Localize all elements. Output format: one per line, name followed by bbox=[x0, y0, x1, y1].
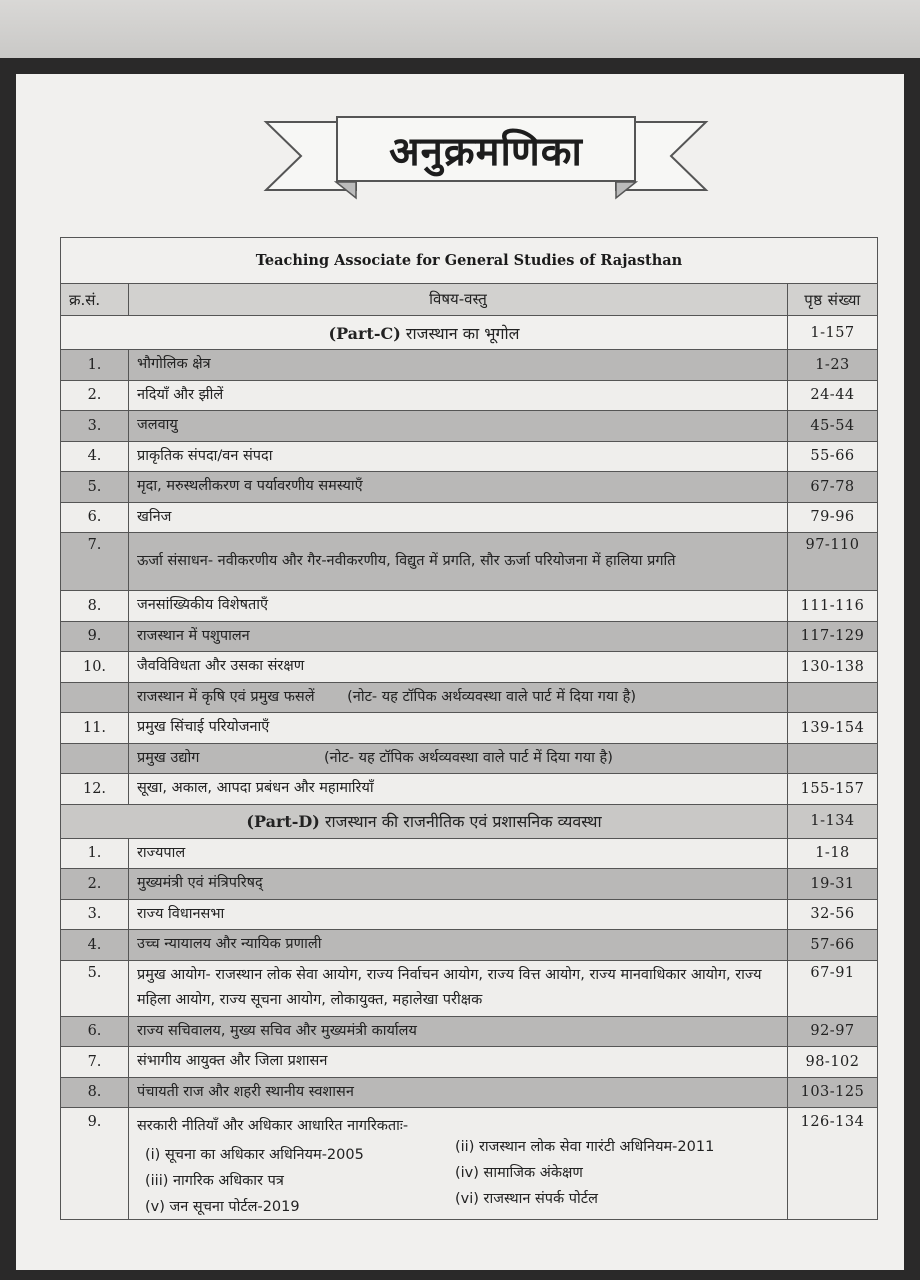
sub-topic-item: (vi) राजस्थान संपर्क पोर्टल bbox=[455, 1190, 598, 1207]
row-topic-text: राजस्थान में कृषि एवं प्रमुख फसलें bbox=[137, 688, 315, 705]
row-number: 7. bbox=[61, 533, 129, 591]
table-row bbox=[61, 533, 878, 591]
table-row bbox=[61, 1108, 878, 1220]
table-title: Teaching Associate for General Studies of Rajasthan bbox=[61, 238, 878, 284]
row-number: 8. bbox=[61, 1077, 129, 1108]
row-pages: 155-157 bbox=[788, 774, 878, 805]
row-topic: जनसांख्यिकीय विशेषताएँ bbox=[129, 591, 788, 622]
table-row bbox=[61, 869, 878, 900]
row-topic: जलवायु bbox=[129, 411, 788, 442]
row-pages bbox=[788, 682, 878, 713]
table-row bbox=[61, 713, 878, 744]
part-c-pages: 1-157 bbox=[788, 316, 878, 350]
part-c-label: (Part-C) bbox=[328, 323, 401, 343]
table-row bbox=[61, 682, 878, 713]
row-topic: ऊर्जा संसाधन- नवीकरणीय और गैर-नवीकरणीय, विद्युत में प्रगति, सौर ऊर्जा परियोजना में हालिया प्रगति bbox=[129, 533, 788, 591]
column-header-topic: विषय-वस्तु bbox=[129, 284, 788, 316]
part-c-heading bbox=[61, 316, 788, 350]
row-pages: 57-66 bbox=[788, 930, 878, 961]
table-row bbox=[61, 441, 878, 472]
row-note: (नोट- यह टॉपिक अर्थव्यवस्था वाले पार्ट में दिया गया है) bbox=[347, 688, 636, 705]
column-header-row bbox=[61, 284, 878, 316]
row-number: 9. bbox=[61, 621, 129, 652]
row-number bbox=[61, 743, 129, 774]
part-c-title: राजस्थान का भूगोल bbox=[405, 323, 520, 343]
row-number: 5. bbox=[61, 472, 129, 503]
row-topic bbox=[129, 1108, 788, 1220]
row-topic: राजस्थान में पशुपालन bbox=[129, 621, 788, 652]
row-number: 5. bbox=[61, 960, 129, 1016]
row-number: 11. bbox=[61, 713, 129, 744]
row-topic: सूखा, अकाल, आपदा प्रबंधन और महामारियाँ bbox=[129, 774, 788, 805]
row-topic-text: प्रमुख उद्योग bbox=[137, 749, 200, 766]
row-topic: पंचायती राज और शहरी स्थानीय स्वशासन bbox=[129, 1077, 788, 1108]
row-number: 2. bbox=[61, 380, 129, 411]
table-row bbox=[61, 930, 878, 961]
part-c-row bbox=[61, 316, 878, 350]
part-d-title: राजस्थान की राजनीतिक एवं प्रशासनिक व्यवस्था bbox=[324, 812, 602, 831]
part-d-pages: 1-134 bbox=[788, 804, 878, 838]
background-surface bbox=[0, 0, 920, 60]
part-d-heading bbox=[61, 804, 788, 838]
row-pages: 1-23 bbox=[788, 350, 878, 381]
row-number: 2. bbox=[61, 869, 129, 900]
row-number: 12. bbox=[61, 774, 129, 805]
row-number: 7. bbox=[61, 1047, 129, 1078]
sub-topic-item: (iii) नागरिक अधिकार पत्र bbox=[145, 1173, 284, 1190]
row-topic: संभागीय आयुक्त और जिला प्रशासन bbox=[129, 1047, 788, 1078]
row-pages: 67-91 bbox=[788, 960, 878, 1016]
row-pages: 98-102 bbox=[788, 1047, 878, 1078]
row-pages: 67-78 bbox=[788, 472, 878, 503]
table-row bbox=[61, 350, 878, 381]
row-pages: 45-54 bbox=[788, 411, 878, 442]
column-header-page: पृष्ठ संख्या bbox=[788, 284, 878, 316]
row-pages: 111-116 bbox=[788, 591, 878, 622]
row-topic: प्रमुख सिंचाई परियोजनाएँ bbox=[129, 713, 788, 744]
table-row bbox=[61, 411, 878, 442]
row-pages: 55-66 bbox=[788, 441, 878, 472]
table-row bbox=[61, 652, 878, 683]
part-d-label: (Part-D) bbox=[246, 812, 320, 831]
row-number: 6. bbox=[61, 502, 129, 533]
sub-topic-list bbox=[145, 1139, 779, 1218]
sub-topic-item: (ii) राजस्थान लोक सेवा गारंटी अधिनियम-2011 bbox=[455, 1139, 715, 1156]
row-topic: राज्यपाल bbox=[129, 838, 788, 869]
table-row bbox=[61, 960, 878, 1016]
heading-box bbox=[336, 116, 636, 182]
table-row bbox=[61, 1047, 878, 1078]
row-pages: 92-97 bbox=[788, 1016, 878, 1047]
row-topic: उच्च न्यायालय और न्यायिक प्रणाली bbox=[129, 930, 788, 961]
table-row bbox=[61, 472, 878, 503]
row-pages: 97-110 bbox=[788, 533, 878, 591]
row-topic: प्राकृतिक संपदा/वन संपदा bbox=[129, 441, 788, 472]
row-topic: राज्य सचिवालय, मुख्य सचिव और मुख्यमंत्री कार्यालय bbox=[129, 1016, 788, 1047]
row-topic: मुख्यमंत्री एवं मंत्रिपरिषद् bbox=[129, 869, 788, 900]
row-topic: मृदा, मरुस्थलीकरण व पर्यावरणीय समस्याएँ bbox=[129, 472, 788, 503]
contents-table bbox=[60, 237, 878, 1220]
row-number: 4. bbox=[61, 930, 129, 961]
row-topic: खनिज bbox=[129, 502, 788, 533]
table-row bbox=[61, 899, 878, 930]
column-header-no: क्र.सं. bbox=[61, 284, 129, 316]
row-note: (नोट- यह टॉपिक अर्थव्यवस्था वाले पार्ट में दिया गया है) bbox=[324, 749, 613, 766]
row-number: 3. bbox=[61, 411, 129, 442]
row-number bbox=[61, 682, 129, 713]
heading-banner bbox=[246, 102, 726, 212]
page-title: अनुक्रमणिका bbox=[389, 128, 583, 175]
table-row bbox=[61, 1077, 878, 1108]
row-topic: भौगोलिक क्षेत्र bbox=[129, 350, 788, 381]
row-topic: प्रमुख आयोग- राजस्थान लोक सेवा आयोग, राज्य निर्वाचन आयोग, राज्य वित्त आयोग, राज्य मानवाधिकार आयोग, राज्य महिला आयोग, राज्य सूचना आयोग, लोकायुक्त, महालेखा परीक्षक bbox=[129, 960, 788, 1016]
table-row bbox=[61, 743, 878, 774]
row-topic bbox=[129, 743, 788, 774]
table-row bbox=[61, 380, 878, 411]
row-number: 4. bbox=[61, 441, 129, 472]
row-number: 9. bbox=[61, 1108, 129, 1220]
row-topic-text: सरकारी नीतियाँ और अधिकार आधारित नागरिकताः- bbox=[137, 1118, 409, 1134]
row-pages: 126-134 bbox=[788, 1108, 878, 1220]
table-row bbox=[61, 1016, 878, 1047]
row-pages: 103-125 bbox=[788, 1077, 878, 1108]
row-topic: राज्य विधानसभा bbox=[129, 899, 788, 930]
sub-topic-item: (iv) सामाजिक अंकेक्षण bbox=[455, 1165, 583, 1182]
table-row bbox=[61, 591, 878, 622]
row-topic: नदियाँ और झीलें bbox=[129, 380, 788, 411]
row-number: 3. bbox=[61, 899, 129, 930]
part-d-row bbox=[61, 804, 878, 838]
row-pages: 139-154 bbox=[788, 713, 878, 744]
row-pages: 32-56 bbox=[788, 899, 878, 930]
sub-topic-item: (v) जन सूचना पोर्टल-2019 bbox=[145, 1198, 300, 1215]
table-row bbox=[61, 502, 878, 533]
row-topic bbox=[129, 682, 788, 713]
row-number: 6. bbox=[61, 1016, 129, 1047]
row-pages: 1-18 bbox=[788, 838, 878, 869]
sub-topic-item: (i) सूचना का अधिकार अधिनियम-2005 bbox=[145, 1147, 364, 1164]
row-number: 8. bbox=[61, 591, 129, 622]
row-topic: जैवविविधता और उसका संरक्षण bbox=[129, 652, 788, 683]
row-pages: 79-96 bbox=[788, 502, 878, 533]
row-number: 10. bbox=[61, 652, 129, 683]
table-row bbox=[61, 621, 878, 652]
row-pages: 19-31 bbox=[788, 869, 878, 900]
book-page bbox=[16, 74, 904, 1270]
table-row bbox=[61, 838, 878, 869]
row-pages: 130-138 bbox=[788, 652, 878, 683]
table-row bbox=[61, 774, 878, 805]
row-pages bbox=[788, 743, 878, 774]
row-pages: 117-129 bbox=[788, 621, 878, 652]
row-number: 1. bbox=[61, 838, 129, 869]
row-number: 1. bbox=[61, 350, 129, 381]
row-pages: 24-44 bbox=[788, 380, 878, 411]
